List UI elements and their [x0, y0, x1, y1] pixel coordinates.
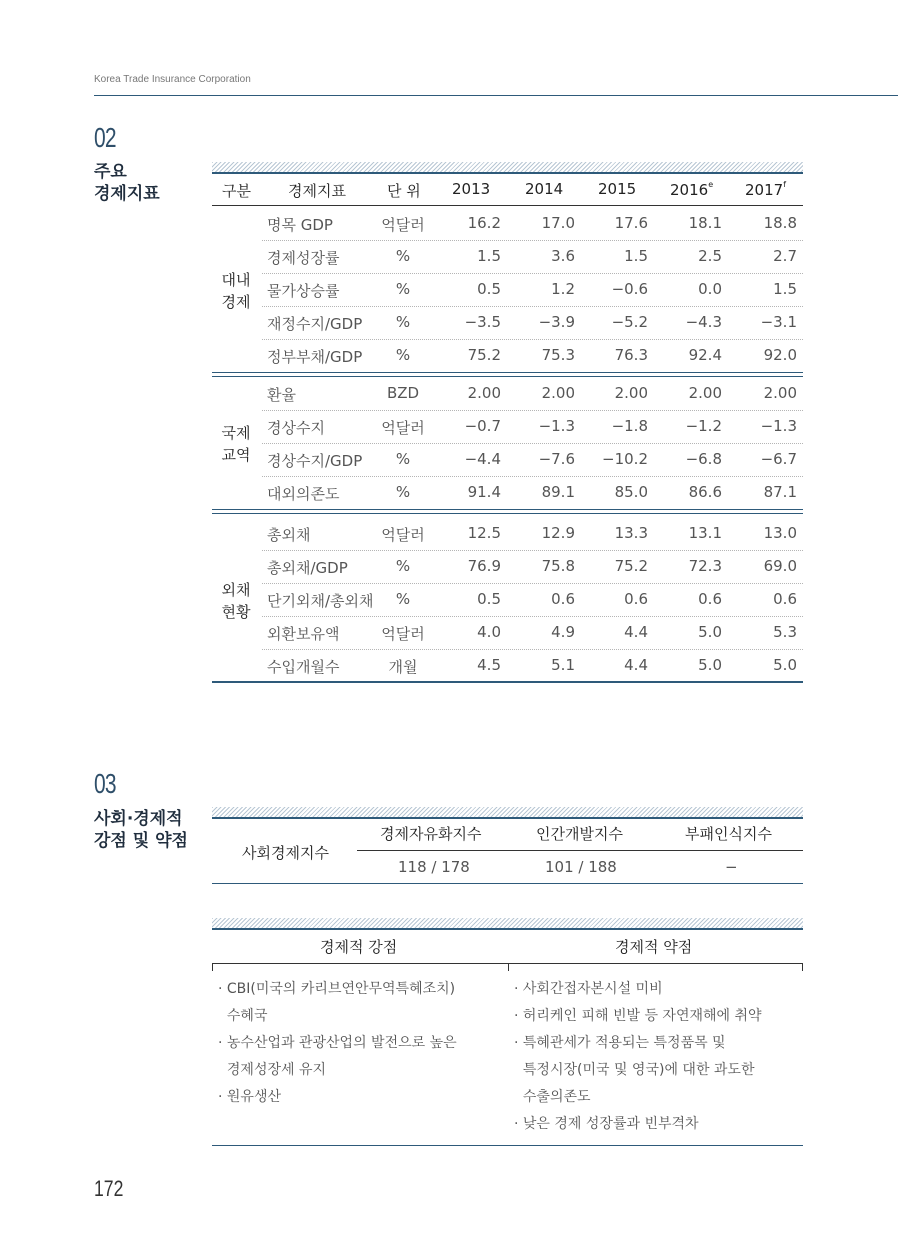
indicator-value: 86.6 — [688, 483, 722, 501]
row-divider — [262, 476, 803, 477]
sw-table-bottom-rule — [212, 1145, 803, 1146]
indicator-value: 1.2 — [551, 280, 575, 298]
indicator-value: 4.9 — [551, 623, 575, 641]
indicator-value: 76.3 — [614, 346, 648, 364]
header-2014: 2014 — [525, 180, 564, 198]
indicator-value: 13.0 — [763, 524, 797, 542]
indicator-value: 72.3 — [688, 557, 722, 575]
sw-tick-mid — [508, 963, 509, 971]
row-divider — [262, 339, 803, 340]
indicator-name: 대외의존도 — [267, 485, 340, 503]
group-divider — [212, 376, 803, 377]
row-divider — [262, 240, 803, 241]
group-divider — [212, 682, 803, 683]
header-indicator: 경제지표 — [288, 182, 346, 200]
indicator-value: 92.4 — [688, 346, 722, 364]
weakness-item: 특정시장(미국 및 영국)에 대한 과도한 — [514, 1062, 755, 1078]
index-table-hatch-bar — [212, 807, 803, 819]
indicator-value: 3.6 — [551, 247, 575, 265]
indicator-value: 69.0 — [763, 557, 797, 575]
indicator-value: 12.9 — [541, 524, 575, 542]
indicator-value: 5.3 — [773, 623, 797, 641]
section2-title-line1: 주요 — [94, 162, 127, 182]
indicator-value: −10.2 — [602, 450, 648, 468]
indicator-value: 85.0 — [614, 483, 648, 501]
weakness-item: 수출의존도 — [514, 1089, 591, 1105]
section3-title — [94, 808, 188, 852]
indicator-unit: % — [395, 280, 411, 298]
indicator-value: −5.2 — [611, 313, 648, 331]
index-col-economic-freedom: 경제자유화지수 — [380, 825, 482, 843]
indicator-value: −4.4 — [464, 450, 501, 468]
row-divider — [262, 306, 803, 307]
group-label-line2: 현황 — [221, 602, 251, 621]
weakness-item: · 낮은 경제 성장률과 빈부격차 — [514, 1116, 699, 1132]
indicator-value: −3.9 — [538, 313, 575, 331]
group-divider — [212, 509, 803, 510]
indicator-unit: % — [395, 590, 411, 608]
indicator-value: 75.2 — [614, 557, 648, 575]
group-label-line1: 국제 — [221, 424, 251, 442]
indicator-value: 2.7 — [773, 247, 797, 265]
indicator-value: −3.1 — [760, 313, 797, 331]
strength-title: 경제적 강점 — [320, 938, 398, 956]
indicator-value: 0.6 — [773, 590, 797, 608]
indicator-value: 91.4 — [467, 483, 501, 501]
sw-tick-left — [212, 963, 213, 971]
indicator-value: 89.1 — [541, 483, 575, 501]
index-row-label: 사회경제지수 — [242, 844, 329, 862]
indicator-unit: 억달러 — [381, 419, 425, 437]
indicator-value: 92.0 — [763, 346, 797, 364]
index-col-corruption: 부패인식지수 — [685, 825, 772, 843]
indicator-name: 단기외채/총외채 — [267, 592, 374, 610]
indicator-value: −3.5 — [464, 313, 501, 331]
indicator-value: 2.00 — [541, 384, 575, 402]
indicator-value: 1.5 — [773, 280, 797, 298]
indicator-unit: % — [395, 450, 411, 468]
indicator-name: 외환보유액 — [267, 625, 340, 643]
header-2013: 2013 — [452, 180, 491, 198]
indicator-value: 4.4 — [624, 656, 648, 674]
index-table-bottom-rule — [212, 883, 803, 884]
indicator-name: 총외채/GDP — [267, 559, 348, 577]
row-divider — [262, 583, 803, 584]
index-header-rule — [357, 850, 803, 851]
indicator-unit: % — [395, 247, 411, 265]
indicator-value: 4.0 — [477, 623, 501, 641]
indicator-unit: % — [395, 483, 411, 501]
header-rule-bottom — [212, 205, 803, 206]
indicator-value: 17.0 — [541, 214, 575, 232]
strength-item: · CBI(미국의 카리브연안무역특혜조치) — [218, 981, 456, 997]
indicator-value: 16.2 — [467, 214, 501, 232]
table-hatch-bar — [212, 162, 803, 174]
indicator-value: 0.5 — [477, 590, 501, 608]
indicator-value: 87.1 — [763, 483, 797, 501]
indicator-value: 5.1 — [551, 656, 575, 674]
indicator-value: 76.9 — [467, 557, 501, 575]
indicator-value: −1.3 — [538, 417, 575, 435]
section2-number: 02 — [94, 122, 116, 153]
indicator-unit: BZD — [386, 384, 420, 402]
indicator-value: −7.6 — [538, 450, 575, 468]
indicator-value: 0.6 — [698, 590, 722, 608]
indicator-value: −6.8 — [685, 450, 722, 468]
indicator-value: 0.6 — [551, 590, 575, 608]
group-label-line1: 대내 — [221, 270, 251, 289]
group-divider — [212, 372, 803, 373]
indicator-name: 정부부채/GDP — [267, 348, 363, 366]
indicator-value: 1.5 — [477, 247, 501, 265]
indicator-name: 경제성장률 — [267, 249, 340, 267]
weakness-title: 경제적 약점 — [615, 938, 693, 956]
strength-item: · 원유생산 — [218, 1089, 281, 1105]
indicator-value: 4.4 — [624, 623, 648, 641]
indicator-name: 수입개월수 — [267, 658, 340, 676]
header-2015: 2015 — [598, 180, 637, 198]
indicator-name: 총외채 — [267, 526, 311, 544]
indicator-unit: 개월 — [388, 658, 418, 676]
section2-title-line2: 경제지표 — [94, 184, 160, 204]
indicator-value: 75.2 — [467, 346, 501, 364]
index-val-human-development: 101 / 188 — [545, 858, 617, 876]
indicator-value: 1.5 — [624, 247, 648, 265]
indicator-value: 0.0 — [698, 280, 722, 298]
indicator-value: 2.00 — [614, 384, 648, 402]
indicator-value: 2.5 — [698, 247, 722, 265]
header-org: Korea Trade Insurance Corporation — [94, 74, 251, 85]
row-divider — [262, 649, 803, 650]
group-label-line1: 외채 — [221, 580, 251, 599]
indicator-value: 12.5 — [467, 524, 501, 542]
group-label-line2: 교역 — [221, 446, 251, 464]
indicator-value: 18.8 — [763, 214, 797, 232]
indicator-value: −0.7 — [464, 417, 501, 435]
indicator-value: −1.3 — [760, 417, 797, 435]
row-divider — [262, 550, 803, 551]
indicator-unit: % — [395, 346, 411, 364]
group-label — [216, 269, 256, 313]
indicator-unit: % — [395, 557, 411, 575]
indicator-value: −6.7 — [760, 450, 797, 468]
indicator-name: 경상수지 — [267, 419, 325, 437]
group-label — [216, 579, 256, 623]
indicator-name: 경상수지/GDP — [267, 452, 363, 470]
sw-table-hatch-bar — [212, 918, 803, 930]
index-val-economic-freedom: 118 / 178 — [398, 858, 470, 876]
header-unit: 단 위 — [387, 182, 421, 200]
indicator-value: 0.6 — [624, 590, 648, 608]
index-val-corruption: − — [725, 858, 738, 876]
page-number: 172 — [94, 1176, 124, 1201]
indicator-value: 2.00 — [467, 384, 501, 402]
indicator-unit: 억달러 — [381, 216, 425, 234]
table-bottom-rule — [212, 681, 803, 682]
indicator-value: −4.3 — [685, 313, 722, 331]
indicator-value: 75.8 — [541, 557, 575, 575]
group-label — [216, 422, 256, 466]
header-category: 구분 — [222, 182, 251, 200]
indicator-value: 5.0 — [773, 656, 797, 674]
indicator-name: 명목 GDP — [267, 216, 333, 234]
group-label-line2: 경제 — [221, 292, 251, 311]
indicator-value: 4.5 — [477, 656, 501, 674]
indicator-value: −1.2 — [685, 417, 722, 435]
indicator-value: 75.3 — [541, 346, 575, 364]
indicator-value: 18.1 — [688, 214, 722, 232]
indicator-value: 2.00 — [688, 384, 722, 402]
indicator-value: 13.1 — [688, 524, 722, 542]
indicator-value: 2.00 — [763, 384, 797, 402]
index-col-human-development: 인간개발지수 — [536, 825, 623, 843]
indicator-unit: % — [395, 313, 411, 331]
header-2016: 2016e — [670, 180, 714, 199]
indicator-value: 5.0 — [698, 656, 722, 674]
section3-title-line1: 사회·경제적 — [94, 809, 183, 829]
indicator-value: 0.5 — [477, 280, 501, 298]
indicator-unit: 억달러 — [381, 526, 425, 544]
sw-tick-right — [802, 963, 803, 971]
header-rule — [94, 95, 898, 96]
strength-item: 수혜국 — [218, 1008, 268, 1024]
weakness-item: · 사회간접자본시설 미비 — [514, 981, 663, 997]
indicator-value: 5.0 — [698, 623, 722, 641]
section3-number: 03 — [94, 768, 116, 799]
indicator-value: −0.6 — [611, 280, 648, 298]
indicator-name: 재정수지/GDP — [267, 315, 363, 333]
indicator-name: 물가상승률 — [267, 282, 340, 300]
group-divider — [212, 513, 803, 514]
strength-item: · 농수산업과 관광산업의 발전으로 높은 — [218, 1035, 457, 1051]
row-divider — [262, 616, 803, 617]
section3-title-line2: 강점 및 약점 — [94, 831, 188, 851]
row-divider — [262, 410, 803, 411]
row-divider — [262, 443, 803, 444]
indicator-value: 17.6 — [614, 214, 648, 232]
row-divider — [262, 273, 803, 274]
strength-item: 경제성장세 유지 — [218, 1062, 327, 1078]
weakness-item: · 허리케인 피해 빈발 등 자연재해에 취약 — [514, 1008, 762, 1024]
header-2017: 2017$^f$ — [745, 180, 787, 199]
indicator-unit: 억달러 — [381, 625, 425, 643]
indicator-value: 13.3 — [614, 524, 648, 542]
section2-title — [94, 161, 160, 205]
indicator-value: −1.8 — [611, 417, 648, 435]
weakness-item: · 특혜관세가 적용되는 특정품목 및 — [514, 1035, 726, 1051]
indicator-name: 환율 — [267, 386, 296, 404]
